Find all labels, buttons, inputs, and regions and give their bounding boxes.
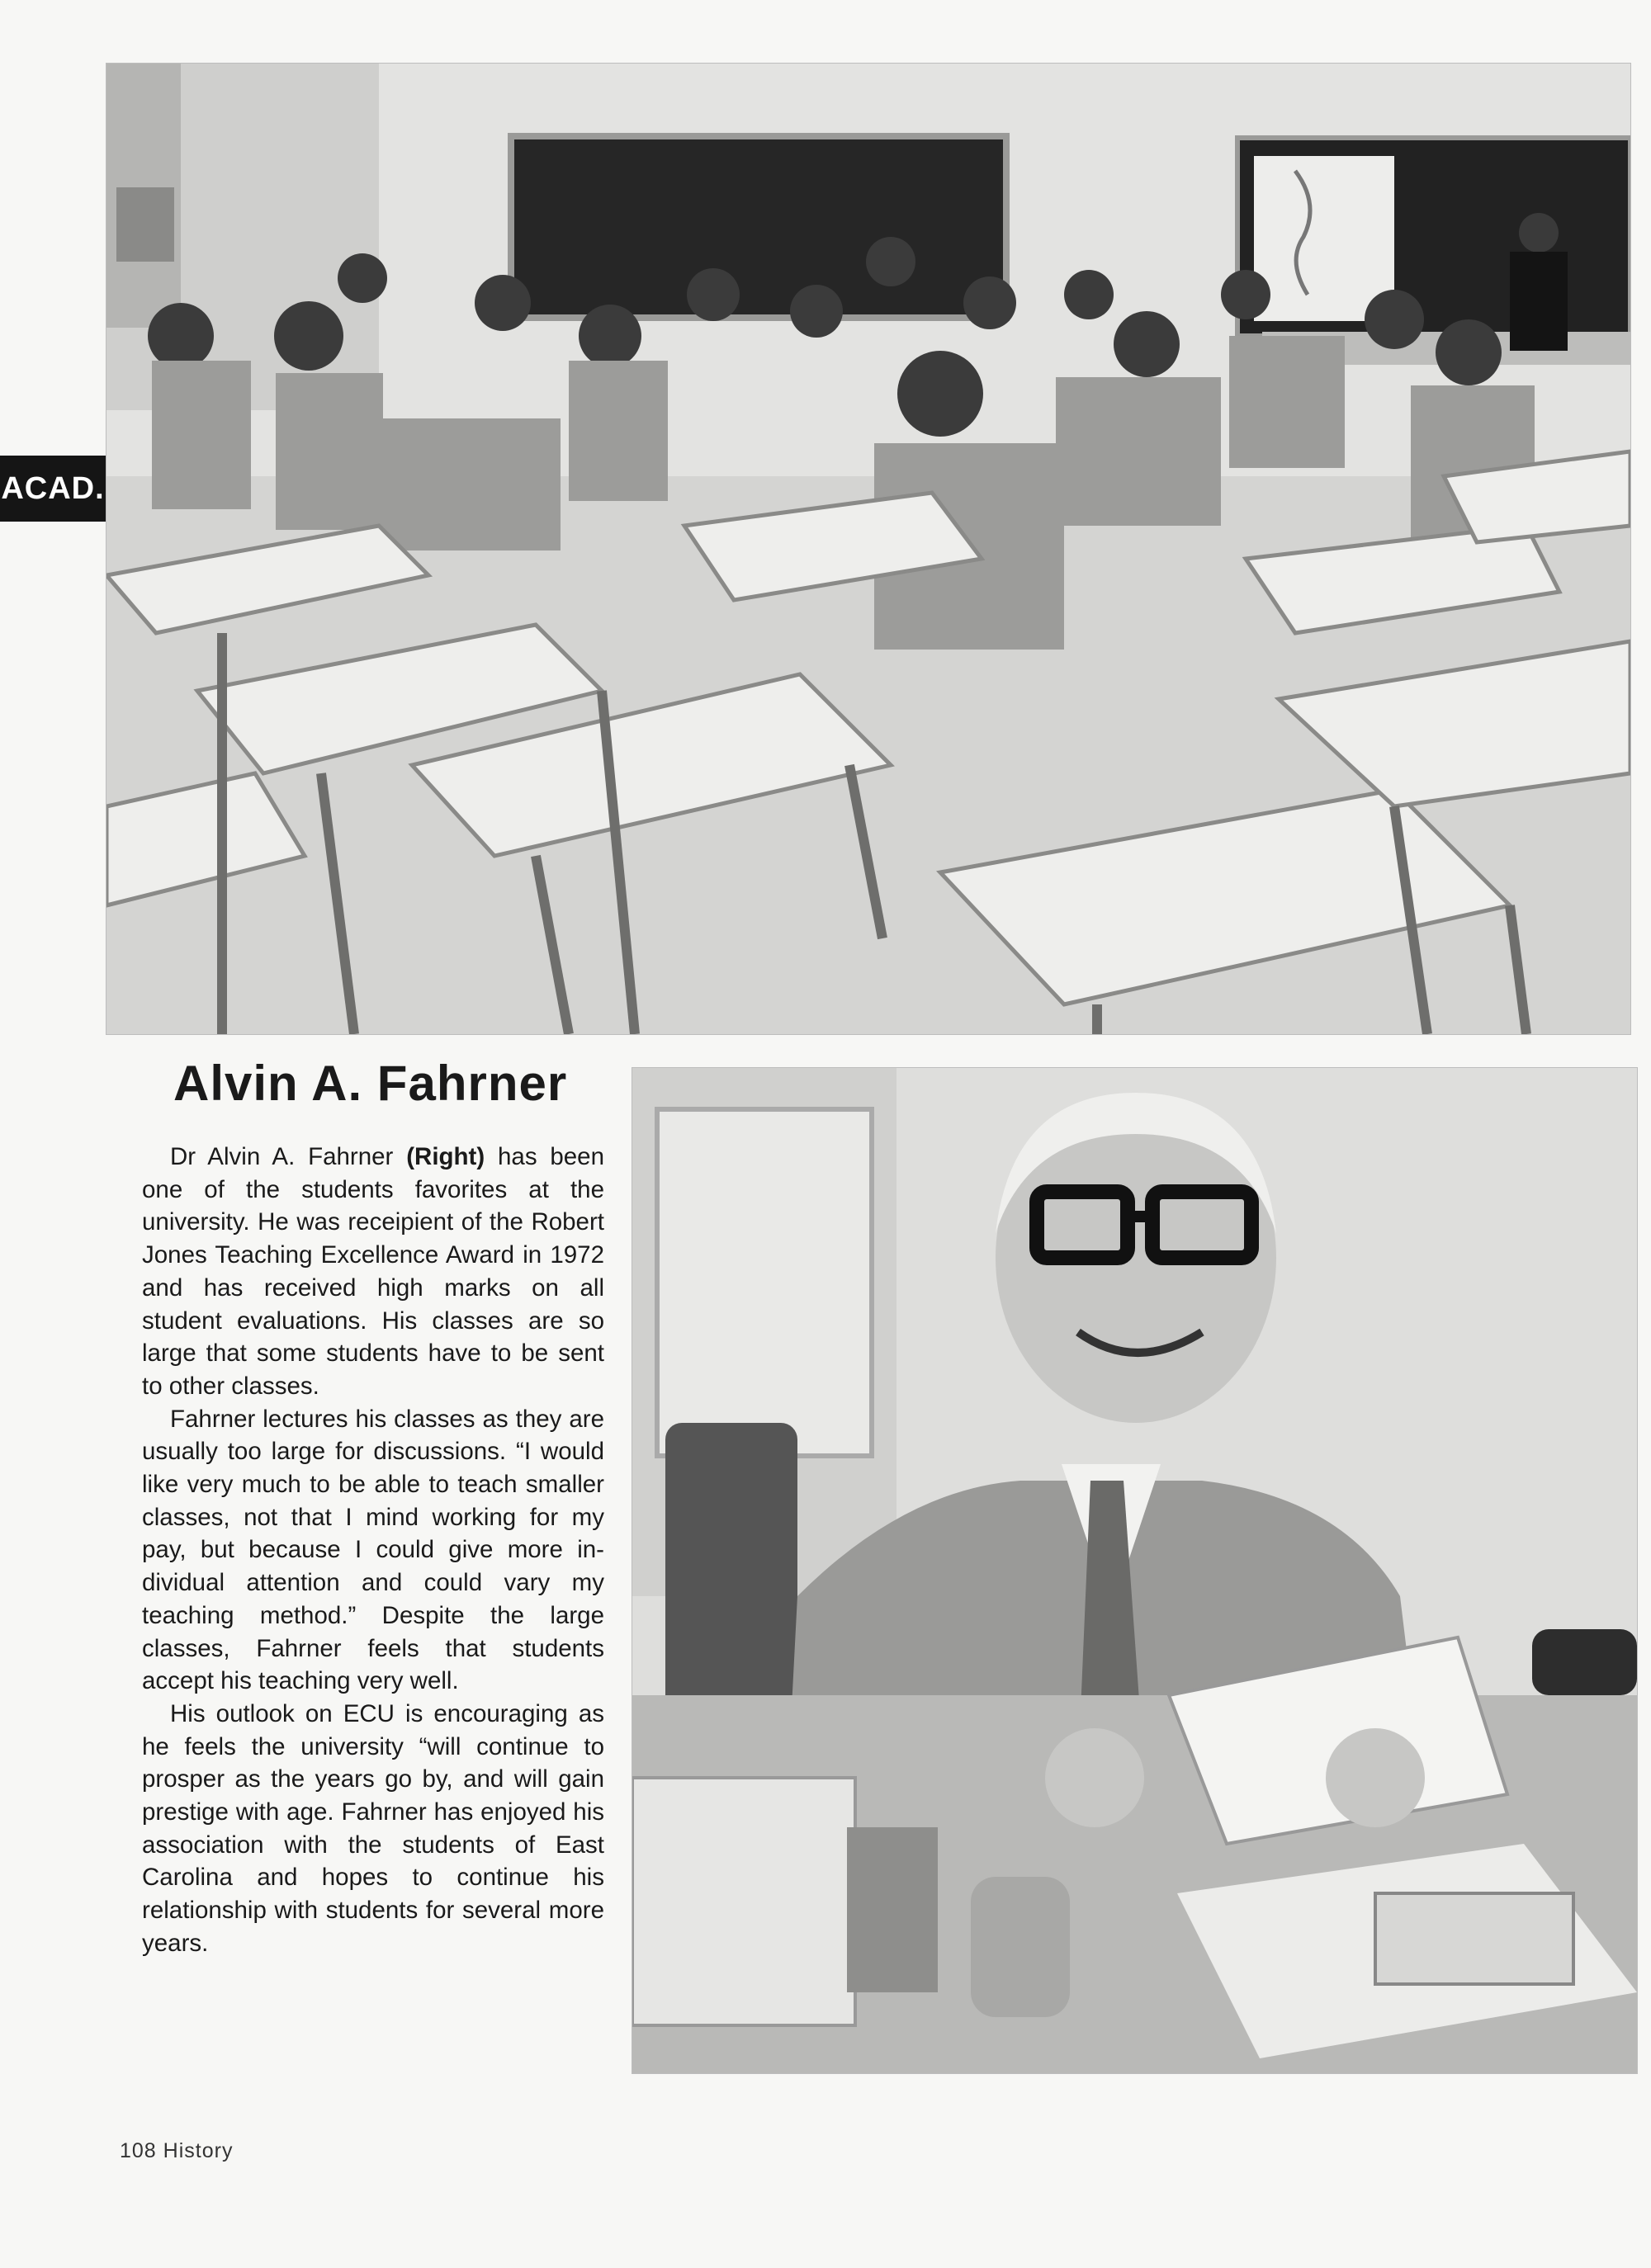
page-footer-label: 108 History (120, 2139, 234, 2162)
article-body (142, 1141, 604, 1960)
section-tab: ACAD. (0, 456, 106, 522)
paragraph-1-bold: (Right) (406, 1143, 485, 1170)
classroom-photo (106, 63, 1631, 1035)
article-paragraph-1 (142, 1141, 604, 1403)
paragraph-1-rest: has been one of the students favorites at the university. He was receipient of the Robert Jones Teaching Excellence Award in 1972 and has received high marks on all student evaluations. His classes are so large that some students have to be sent to other classes. (142, 1143, 604, 1400)
professor-portrait-photo (632, 1067, 1638, 2074)
paragraph-1-start: Dr Alvin A. Fahrner (170, 1143, 407, 1170)
article-paragraph-2: Fahrner lectures his classes as they are usually too large for discussions. “I would like very much to be able to teach smaller classes, not that I mind working for my pay, but because I could give more individual attention and could vary my teaching method.” Despite the large classes, Fahrner feels that students accept his teaching very well. (142, 1405, 604, 1695)
article-title: Alvin A. Fahrner (173, 1056, 568, 1111)
article-paragraph-3: His outlook on ECU is encouraging as he feels the university “will continue to prosper as the years go by, and will gain prestige with age. Fahrner has enjoyed his association with the students of East Carolina and hopes to continue his relationship with students for several more years. (142, 1699, 604, 1957)
